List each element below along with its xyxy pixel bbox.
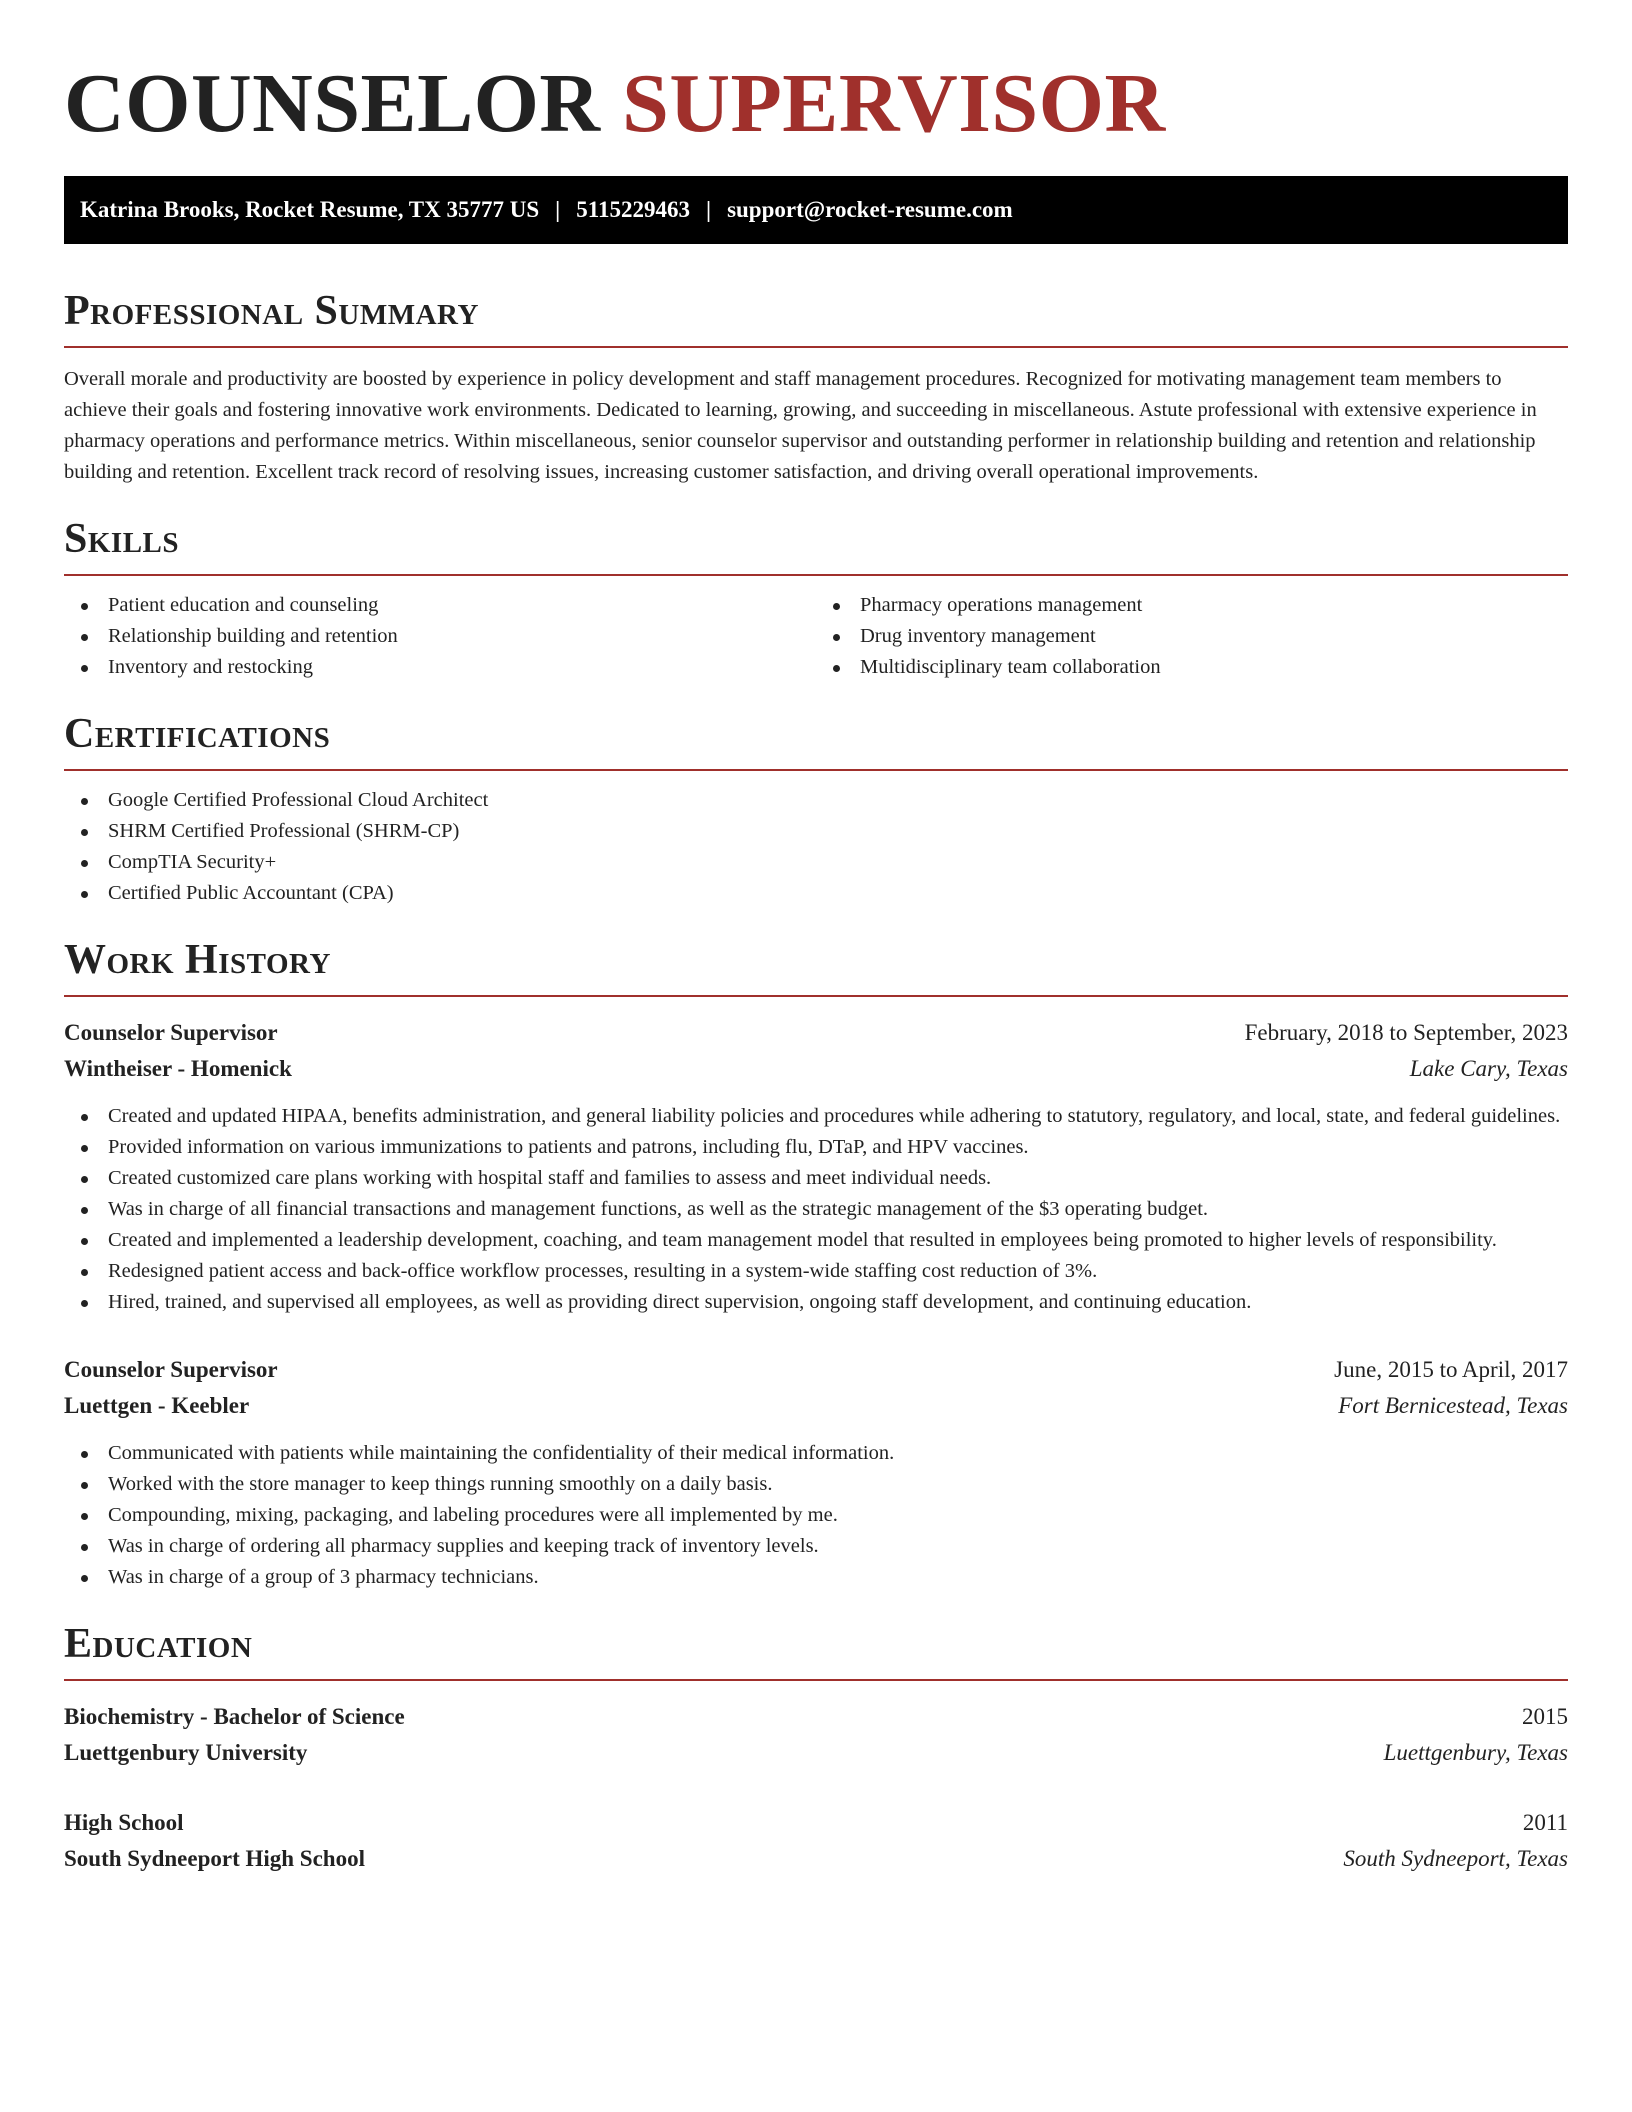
job-bullet: Provided information on various immunizations to patients and patrons, including flu, DTaP, and HPV vaccines. [64,1132,1568,1163]
education-school: Luettgenbury University [64,1740,308,1765]
job-dates: June, 2015 to April, 2017 [1334,1357,1568,1382]
skill-item: Relationship building and retention [64,621,816,652]
contact-separator: | [705,197,712,222]
job-entry [64,1015,1568,1318]
job-bullets [64,1438,1568,1593]
job-bullet: Compounding, mixing, packaging, and labeling procedures were all implemented by me. [64,1500,1568,1531]
certifications-section [64,713,1568,909]
job-bullet: Created customized care plans working with hospital staff and families to assess and meet individual needs. [64,1163,1568,1194]
contact-phone: 5115229463 [576,197,690,222]
education-degree: High School [64,1810,184,1835]
job-title: Counselor Supervisor [64,1020,278,1045]
summary-text: Overall morale and productivity are boosted by experience in policy development and staff management procedures. Recognized for motivating management team members to achieve their goals and fostering innovative work environments. Dedicated to learning, growing, and succeeding in miscellaneous. Astute professional with extensive experience in pharmacy operations and performance metrics. Within miscellaneous, senior counselor supervisor and outstanding performer in relationship building and retention and relationship building and retention. Excellent track record of resolving issues, increasing customer satisfaction, and driving overall operational improvements. [64,368,1537,483]
skill-item: Patient education and counseling [64,590,816,621]
job-location: Lake Cary, Texas [1409,1056,1568,1081]
certification-item: SHRM Certified Professional (SHRM-CP) [64,816,1568,847]
skills-list-right [816,590,1568,683]
job-title: Counselor Supervisor [64,1357,278,1382]
job-bullet: Created and updated HIPAA, benefits administration, and general liability policies and procedures while adhering to statutory, regulatory, and local, state, and federal guidelines. [64,1101,1568,1132]
work-history-heading: Work History [64,939,1568,997]
skills-list-left [64,590,816,683]
certifications-list [64,785,1568,909]
job-company-row [64,1051,1568,1087]
skills-section [64,518,1568,683]
title-first-word: COUNSELOR [64,57,601,150]
job-header-row [64,1352,1568,1388]
certification-item: Certified Public Accountant (CPA) [64,878,1568,909]
summary-heading: Professional Summary [64,290,1568,348]
contact-address: Katrina Brooks, Rocket Resume, TX 35777 US [80,197,540,222]
skill-item: Drug inventory management [816,621,1568,652]
job-dates: February, 2018 to September, 2023 [1244,1020,1568,1045]
education-section [64,1623,1568,1877]
skill-item: Inventory and restocking [64,652,816,683]
summary-section [64,290,1568,488]
job-company: Luettgen - Keebler [64,1393,250,1418]
job-header-row [64,1015,1568,1051]
contact-separator: | [555,197,561,222]
education-heading: Education [64,1623,1568,1681]
job-company: Wintheiser - Homenick [64,1056,292,1081]
work-history-section [64,939,1568,1593]
job-entry [64,1352,1568,1593]
job-bullet: Redesigned patient access and back-office workflow processes, resulting in a system-wide staffing cost reduction of 3%. [64,1256,1568,1287]
job-bullet: Worked with the store manager to keep things running smoothly on a daily basis. [64,1469,1568,1500]
education-entry [64,1805,1568,1877]
education-location: Luettgenbury, Texas [1383,1740,1568,1765]
title-second-word: SUPERVISOR [622,57,1166,150]
job-bullet: Was in charge of ordering all pharmacy supplies and keeping track of inventory levels. [64,1531,1568,1562]
education-school-row [64,1841,1568,1877]
job-bullet: Communicated with patients while maintaining the confidentiality of their medical information. [64,1438,1568,1469]
job-bullet: Hired, trained, and supervised all employees, as well as providing direct supervision, ongoing staff development, and continuing education. [64,1287,1568,1318]
education-entry [64,1699,1568,1771]
skills-columns [64,576,1568,683]
job-location: Fort Bernicestead, Texas [1338,1393,1568,1418]
education-degree: Biochemistry - Bachelor of Science [64,1704,405,1729]
education-school-row [64,1735,1568,1771]
certification-item: CompTIA Security+ [64,847,1568,878]
skill-item: Multidisciplinary team collaboration [816,652,1568,683]
job-bullet: Was in charge of a group of 3 pharmacy technicians. [64,1562,1568,1593]
job-bullet: Created and implemented a leadership development, coaching, and team management model that resulted in employees being promoted to higher levels of responsibility. [64,1225,1568,1256]
job-bullet: Was in charge of all financial transactions and management functions, as well as the strategic management of the $3 operating budget. [64,1194,1568,1225]
education-location: South Sydneeport, Texas [1343,1846,1568,1871]
job-bullets [64,1101,1568,1318]
certifications-heading: Certifications [64,713,1568,771]
certification-item: Google Certified Professional Cloud Architect [64,785,1568,816]
skill-item: Pharmacy operations management [816,590,1568,621]
education-year: 2011 [1522,1810,1568,1835]
job-company-row [64,1388,1568,1424]
contact-bar [64,176,1568,244]
education-year: 2015 [1522,1704,1568,1729]
education-school: South Sydneeport High School [64,1846,365,1871]
contact-email[interactable]: support@rocket-resume.com [727,197,1013,222]
education-degree-row [64,1805,1568,1841]
skills-heading: Skills [64,518,1568,576]
education-degree-row [64,1699,1568,1735]
resume-title [64,57,1568,150]
